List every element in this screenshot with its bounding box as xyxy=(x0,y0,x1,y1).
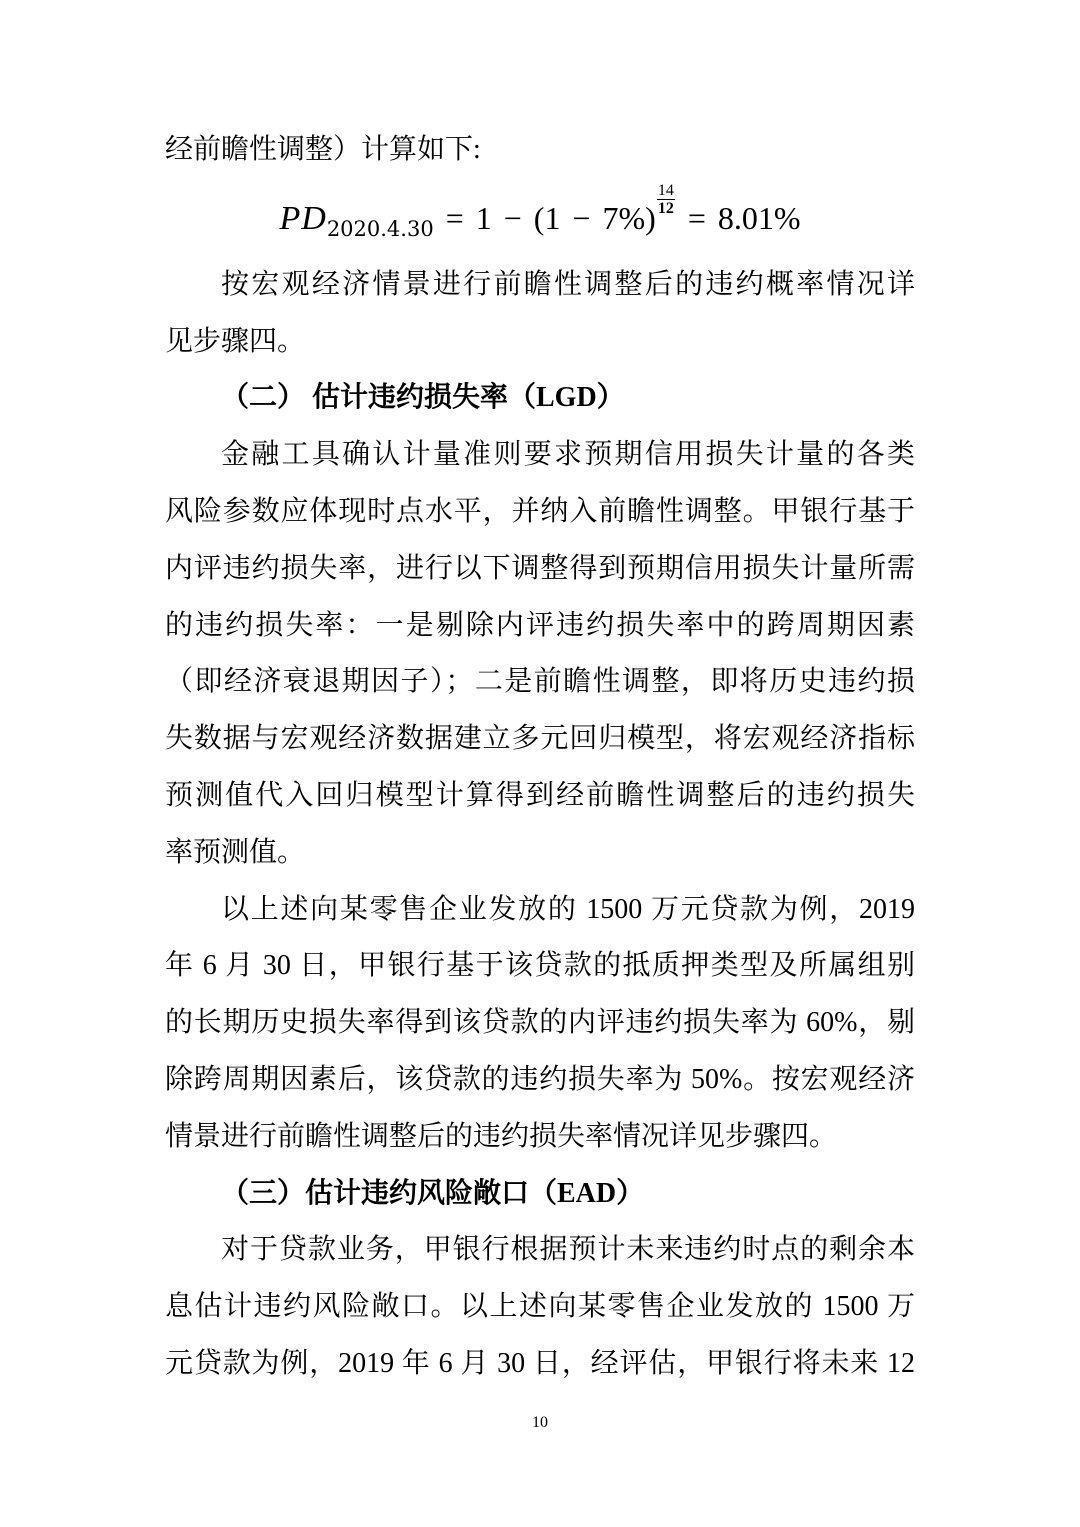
paragraph-line: 息估计违约风险敞口。以上述向某零售企业发放的 1500 万 xyxy=(165,1291,915,1323)
formula-middle: = 1 − (1 − 7%) xyxy=(433,199,656,236)
paragraph-ead xyxy=(165,1222,915,1392)
paragraph-line: 对于贷款业务，甲银行根据预计未来违约时点的剩余本 xyxy=(221,1234,915,1266)
paragraph-line: 失数据与宏观经济数据建立多元回归模型，将宏观经济指标 xyxy=(165,723,915,755)
paragraph-lgd-method xyxy=(165,427,915,881)
paragraph-line: 情景进行前瞻性调整后的违约损失率情况详见步骤四。 xyxy=(165,1120,838,1152)
paragraph-line: 风险参数应体现时点水平，并纳入前瞻性调整。甲银行基于 xyxy=(165,495,915,527)
page-number: 10 xyxy=(532,1414,548,1431)
paragraph-line: 按宏观经济情景进行前瞻性调整后的违约概率情况详 xyxy=(221,268,915,300)
pd-formula xyxy=(165,179,915,257)
formula-rhs: = 8.01% xyxy=(675,199,801,236)
paragraph-line: 元贷款为例，2019 年 6 月 30 日，经评估，甲银行将未来 12 xyxy=(165,1347,915,1379)
formula-lhs-subscript: 2020.4.30 xyxy=(326,216,434,241)
formula-exponent-denominator: 12 xyxy=(657,199,674,217)
paragraph-line: 率预测值。 xyxy=(165,836,306,868)
paragraph-line: 的违约损失率：一是剔除内评违约损失率中的跨周期因素 xyxy=(165,609,915,641)
paragraph-line: 年 6 月 30 日，甲银行基于该贷款的抵质押类型及所属组别 xyxy=(165,950,915,982)
section-heading-ead: （三）估计违约风险敞口（EAD） xyxy=(221,1177,645,1209)
formula-exponent-numerator: 14 xyxy=(657,181,674,199)
paragraph-line: 金融工具确认计量准则要求预期信用损失计量的各类 xyxy=(221,439,915,471)
paragraph-line: 除跨周期因素后，该贷款的违约损失率为 50%。按宏观经济 xyxy=(165,1063,915,1095)
section-heading-lgd: （二） 估计违约损失率（LGD） xyxy=(221,382,625,414)
formula-exponent-fraction xyxy=(657,182,675,217)
intro-line: 经前瞻性调整）计算如下: xyxy=(165,134,481,165)
paragraph-line: 内评违约损失率，进行以下调整得到预期信用损失计量所需 xyxy=(165,552,915,584)
paragraph-lgd-example xyxy=(165,882,915,1166)
paragraph-line: 预测值代入回归模型计算得到经前瞻性调整后的违约损失 xyxy=(165,779,915,811)
document-body xyxy=(165,122,915,1393)
paragraph-line: 见步骤四。 xyxy=(165,325,306,357)
formula-lhs: PD xyxy=(279,199,327,237)
paragraph-line: （即经济衰退期因子）；二是前瞻性调整，即将历史违约损 xyxy=(165,666,915,698)
paragraph-pd-scenario xyxy=(165,257,915,371)
paragraph-line: 的长期历史损失率得到该贷款的内评违约损失率为 60%，剔 xyxy=(165,1007,915,1039)
paragraph-line: 以上述向某零售企业发放的 1500 万元贷款为例，2019 xyxy=(221,893,915,925)
